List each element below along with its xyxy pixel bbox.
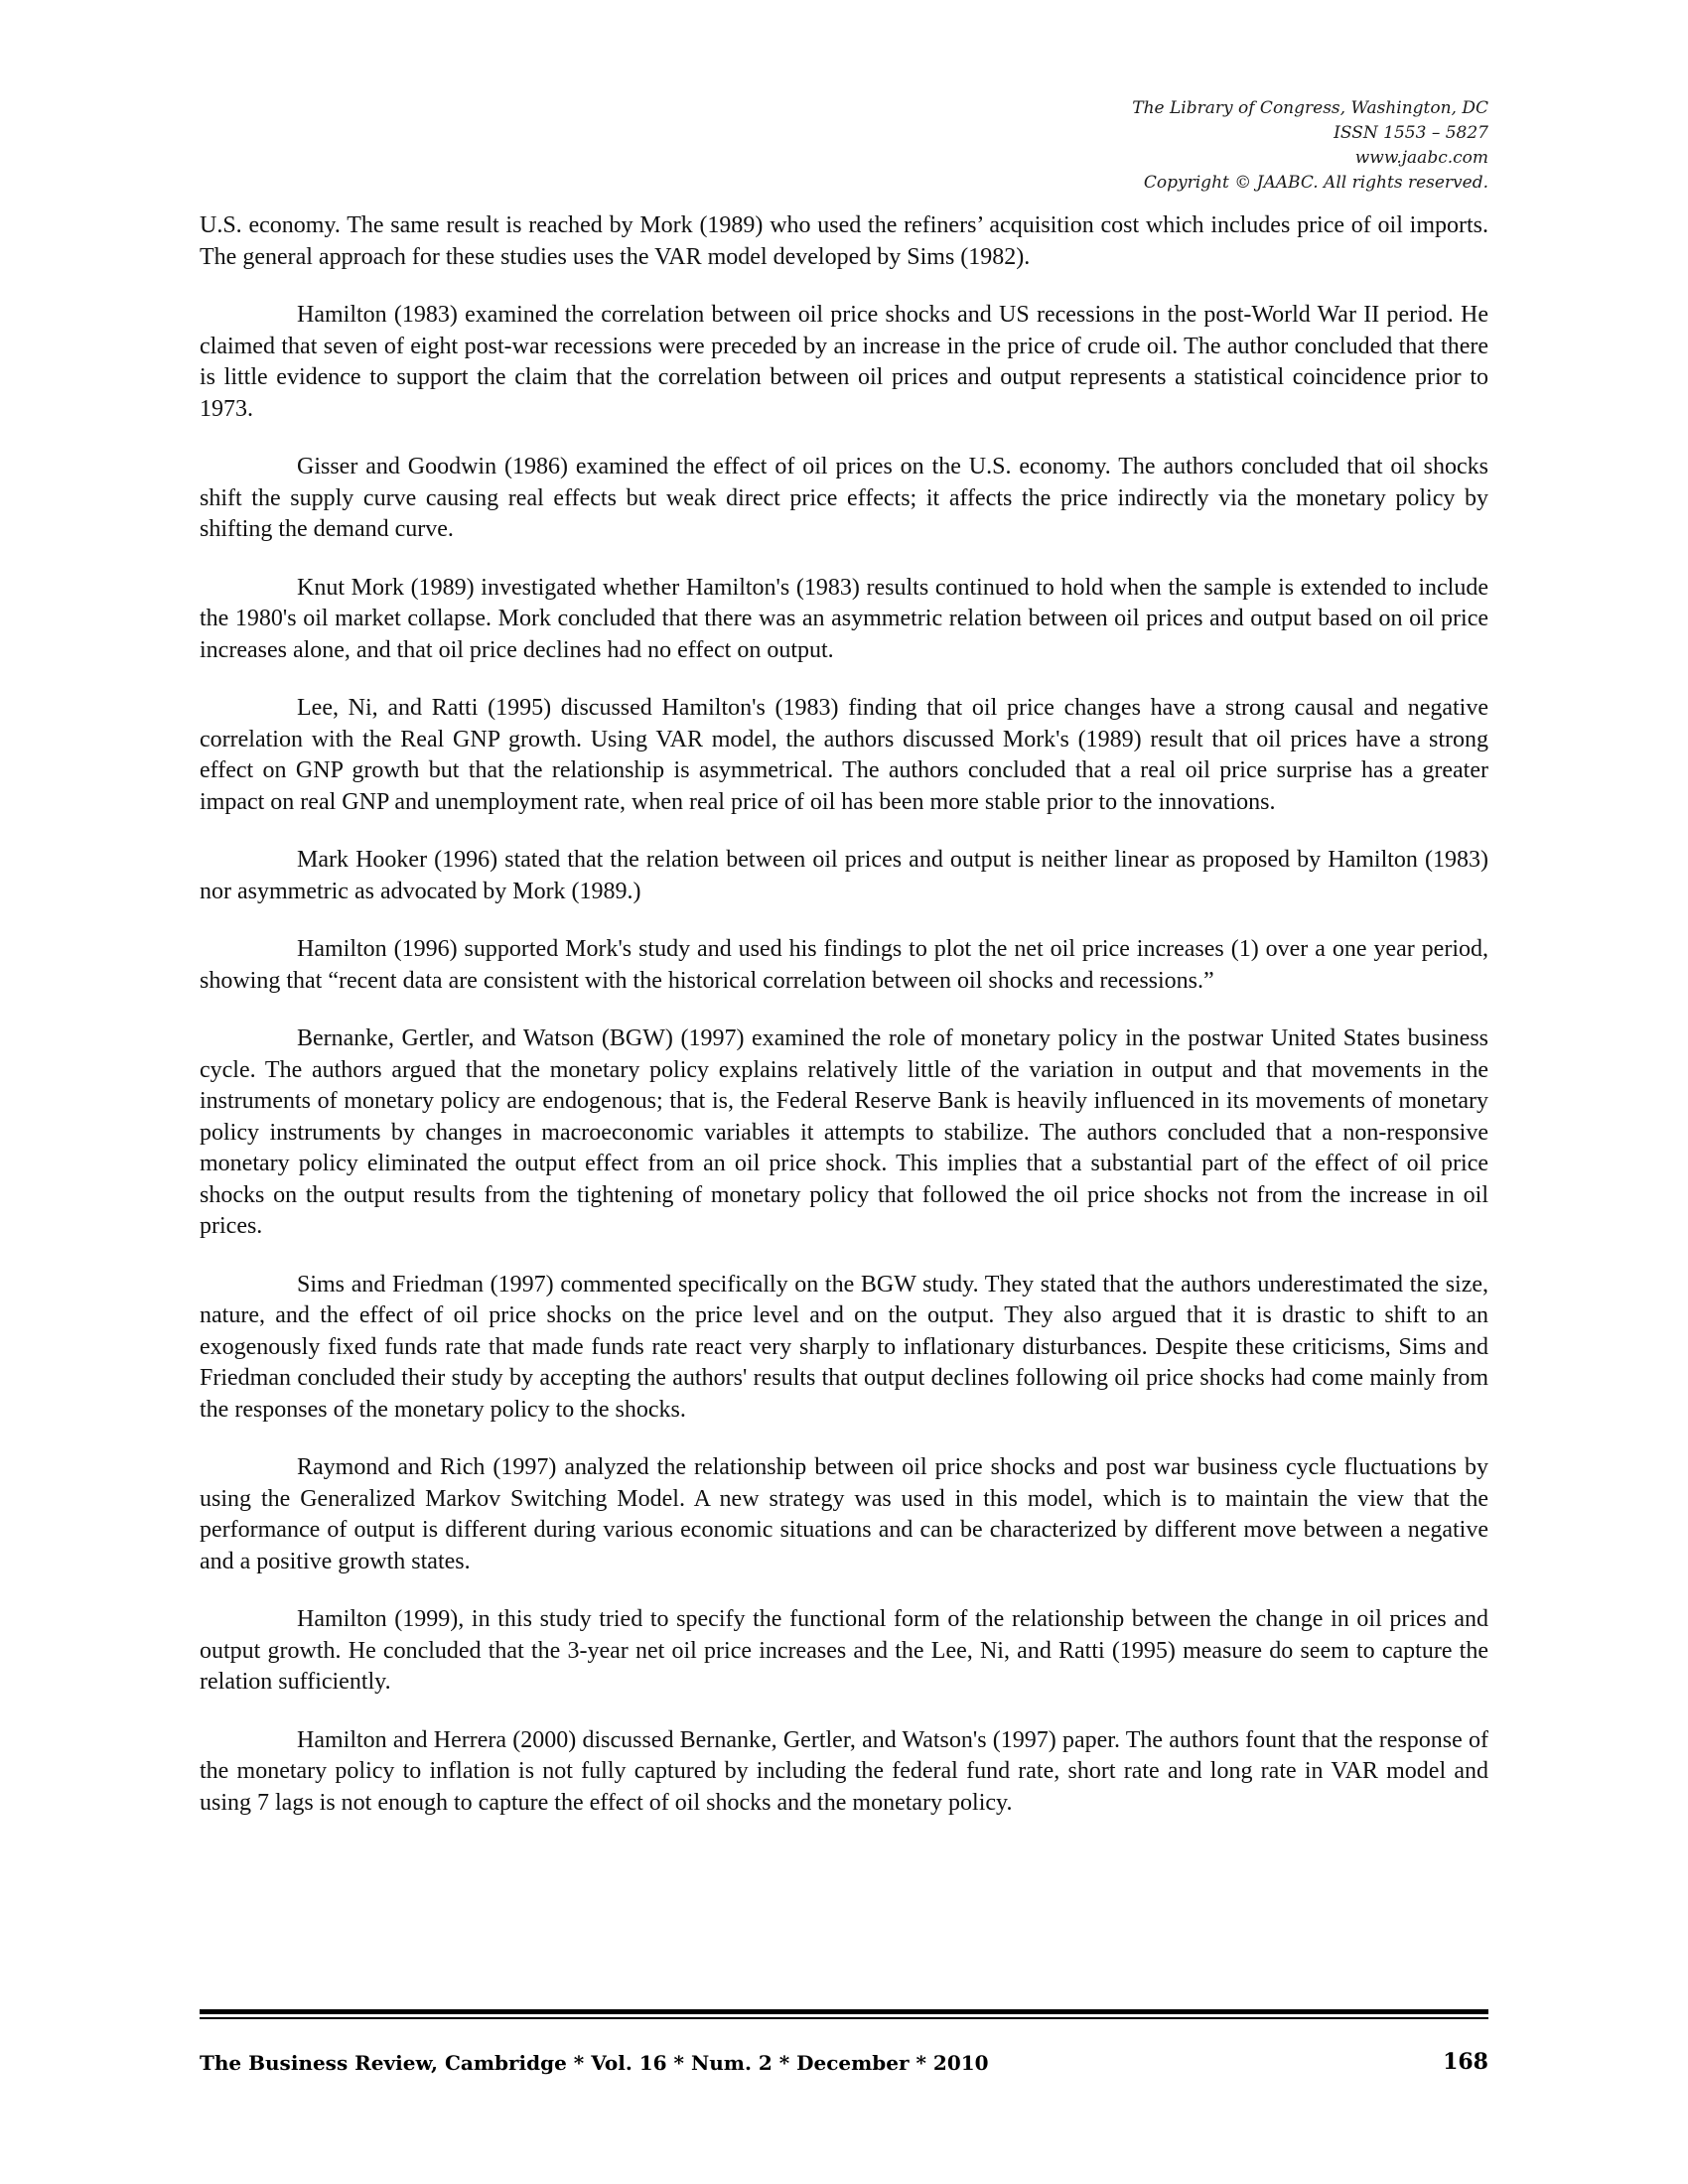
page-number: 168: [1443, 2049, 1488, 2075]
paragraph-sims-friedman: Sims and Friedman (1997) commented specifically on the BGW study. They stated that the authors underestimated the size, nature, and the effect of oil price shocks on the price level and on the output. They also argued that it is drastic to shift to an exogenously fixed funds rate that made funds rate react very sharply to inflationary disturbances. Despite these criticisms, Sims and Friedman concluded their study by accepting the authors' results that output declines following oil price shocks had come mainly from the responses of the monetary policy to the shocks.: [200, 1271, 1488, 1423]
footer-rule-thick: [200, 2009, 1488, 2014]
running-header: [1132, 96, 1488, 196]
paragraph-bgw-1997: Bernanke, Gertler, and Watson (BGW) (1997) examined the role of monetary policy in the postwar United States business cycle. The authors argued that the monetary policy explains relatively little of the variation in output and that movements in the instruments of monetary policy are endogenous; that is, the Federal Reserve Bank is heavily influenced in its movements of monetary policy instruments by changes in macroeconomic variables it attempts to stabilize. The authors concluded that a non-responsive monetary policy eliminated the output effect from an oil price shock. This implies that a substantial part of the effect of oil price shocks on the output results from the tightening of monetary policy that followed the oil price shocks not from the increase in oil prices.: [200, 1025, 1488, 1239]
paragraph-lee-ni-ratti: Lee, Ni, and Ratti (1995) discussed Hamilton's (1983) finding that oil price changes have a strong causal and negative correlation with the Real GNP growth. Using VAR model, the authors discussed Mork's (1989) result that oil prices have a strong effect on GNP growth but that the relationship is asymmetrical. The authors concluded that a real oil price surprise has a greater impact on real GNP and unemployment rate, when real price of oil has been more stable prior to the innovations.: [200, 695, 1488, 815]
paragraph-raymond-rich: Raymond and Rich (1997) analyzed the relationship between oil price shocks and post war business cycle fluctuations by using the Generalized Markov Switching Model. A new strategy was used in this model, which is to maintain the view that the performance of output is different during various economic situations and can be characterized by different move between a negative and a positive growth states.: [200, 1454, 1488, 1574]
header-library-line: The Library of Congress, Washington, DC: [1132, 98, 1488, 118]
paragraph-gisser-goodwin: Gisser and Goodwin (1986) examined the effect of oil prices on the U.S. economy. The authors concluded that oil shocks shift the supply curve causing real effects but weak direct price effects; it affects the price indirectly via the monetary policy by shifting the demand curve.: [200, 454, 1488, 542]
header-copyright-line: Copyright © JAABC. All rights reserved.: [1143, 173, 1488, 193]
paragraph-hamilton-1996: Hamilton (1996) supported Mork's study and used his findings to plot the net oil price increases (1) over a one year period, showing that “recent data are consistent with the historical correlation between oil shocks and recessions.”: [200, 936, 1488, 994]
header-website-line: www.jaabc.com: [1354, 148, 1488, 168]
paragraph-continuation: U.S. economy. The same result is reached by Mork (1989) who used the refiners’ acquisition cost which includes price of oil imports. The general approach for these studies uses the VAR model developed by Sims (1982).: [200, 212, 1488, 270]
paragraph-hamilton-1983: Hamilton (1983) examined the correlation between oil price shocks and US recessions in the post-World War II period. He claimed that seven of eight post-war recessions were preceded by an increase in the price of crude oil. The author concluded that there is little evidence to support the claim that the correlation between oil prices and output represents a statistical coincidence prior to 1973.: [200, 302, 1488, 422]
header-issn-line: ISSN 1553 – 5827: [1334, 123, 1488, 143]
paragraph-mork-1989: Knut Mork (1989) investigated whether Hamilton's (1983) results continued to hold when the sample is extended to include the 1980's oil market collapse. Mork concluded that there was an asymmetric relation between oil prices and output based on oil price increases alone, and that oil price declines had no effect on output.: [200, 574, 1488, 663]
article-body: [200, 210, 1488, 1845]
footer-journal-info: The Business Review, Cambridge * Vol. 16 * Num. 2 * December * 2010: [200, 2051, 989, 2075]
paragraph-hamilton-1999: Hamilton (1999), in this study tried to specify the functional form of the relationship between the change in oil prices and output growth. He concluded that the 3-year net oil price increases and the Lee, Ni, and Ratti (1995) measure do seem to capture the relation sufficiently.: [200, 1606, 1488, 1695]
paragraph-hamilton-herrera: Hamilton and Herrera (2000) discussed Bernanke, Gertler, and Watson's (1997) paper. The authors fount that the response of the monetary policy to inflation is not fully captured by including the federal fund rate, short rate and long rate in VAR model and using 7 lags is not enough to capture the effect of oil shocks and the monetary policy.: [200, 1726, 1488, 1816]
paragraph-hooker-1996: Mark Hooker (1996) stated that the relation between oil prices and output is neither linear as proposed by Hamilton (1983) nor asymmetric as advocated by Mork (1989.): [200, 847, 1488, 904]
footer-rule-thin: [200, 2017, 1488, 2019]
